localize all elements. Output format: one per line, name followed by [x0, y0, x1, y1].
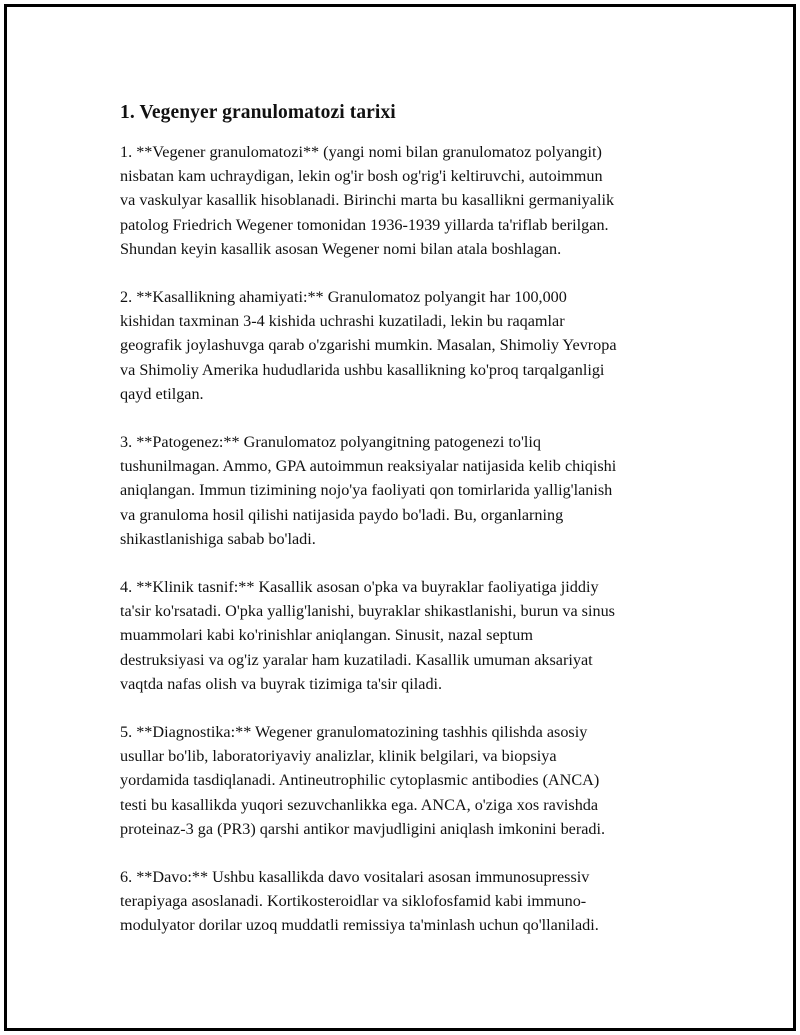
- page-frame: [4, 4, 796, 1031]
- paragraph-line: shikastlanishiga sabab bo'ladi.: [120, 529, 316, 548]
- paragraph-line: terapiyaga asoslanadi. Kortikosteroidlar va siklofosfamid kabi immuno-: [120, 892, 587, 911]
- document-title: 1. Vegenyer granulomatozi tarixi: [120, 102, 396, 123]
- paragraph-line: yordamida tasdiqlanadi. Antineutrophilic cytoplasmic antibodies (ANCA): [120, 771, 600, 790]
- paragraph-clinical: [120, 575, 700, 696]
- paragraph-treatment: [120, 865, 700, 938]
- paragraph-line: usullar bo'lib, laboratoriyaviy analizlar, klinik belgilari, va biopsiya: [120, 747, 557, 766]
- paragraph-diagnostics: [120, 720, 700, 841]
- paragraph-line: vaqtda nafas olish va buyrak tizimiga ta'sir qiladi.: [120, 674, 443, 693]
- paragraph-line: testi bu kasallikda yuqori sezuvchanlikka ega. ANCA, o'ziga xos ravishda: [120, 795, 599, 814]
- paragraph-line: nisbatan kam uchraydigan, lekin og'ir bosh og'rig'i keltiruvchi, autoimmun: [120, 167, 603, 186]
- paragraph-line: kishidan taxminan 3-4 kishida uchrashi kuzatiladi, lekin bu raqamlar: [120, 312, 565, 331]
- paragraph-line: 3. **Patogenez:** Granulomatoz polyangitning patogenezi to'liq: [120, 433, 541, 452]
- paragraph-significance: [120, 285, 700, 406]
- paragraph-line: va vaskulyar kasallik hisoblanadi. Birinchi marta bu kasallikni germaniyalik: [120, 191, 615, 210]
- paragraph-line: ta'sir ko'rsatadi. O'pka yallig'lanishi, buyraklar shikastlanishi, burun va sinus: [120, 602, 615, 621]
- paragraph-line: muammolari kabi ko'rinishlar aniqlangan. Sinusit, nazal septum: [120, 626, 533, 645]
- paragraph-line: Shundan keyin kasallik asosan Wegener nomi bilan atala boshlagan.: [120, 239, 562, 258]
- paragraph-line: 6. **Davo:** Ushbu kasallikda davo vositalari asosan immunosupressiv: [120, 868, 590, 887]
- paragraph-line: proteinaz-3 ga (PR3) qarshi antikor mavjudligini aniqlash imkonini beradi.: [120, 819, 606, 838]
- paragraph-line: qayd etilgan.: [120, 384, 204, 403]
- paragraph-line: 4. **Klinik tasnif:** Kasallik asosan o'pka va buyraklar faoliyatiga jiddiy: [120, 578, 599, 597]
- paragraph-line: tushunilmagan. Ammo, GPA autoimmun reaksiyalar natijasida kelib chiqishi: [120, 457, 617, 476]
- paragraph-line: geografik joylashuvga qarab o'zgarishi mumkin. Masalan, Shimoliy Yevropa: [120, 336, 617, 355]
- paragraph-line: 1. **Vegener granulomatozi** (yangi nomi bilan granulomatoz polyangit): [120, 143, 602, 161]
- paragraph-line: destruksiyasi va og'iz yaralar ham kuzatiladi. Kasallik umuman aksariyat: [120, 650, 593, 669]
- paragraph-line: 2. **Kasallikning ahamiyati:** Granulomatoz polyangit har 100,000: [120, 288, 567, 307]
- paragraph-pathogenesis: [120, 430, 700, 551]
- paragraph-line: modulyator dorilar uzoq muddatli remissiya ta'minlash uchun qo'llaniladi.: [120, 916, 599, 935]
- paragraph-line: va granuloma hosil qilishi natijasida paydo bo'ladi. Bu, organlarning: [120, 505, 564, 524]
- document-body: [120, 100, 700, 962]
- paragraph-line: patolog Friedrich Wegener tomonidan 1936-1939 yillarda ta'riflab berilgan.: [120, 215, 609, 234]
- paragraph-line: 5. **Diagnostika:** Wegener granulomatozining tashhis qilishda asosiy: [120, 723, 588, 742]
- paragraph-history: [120, 140, 700, 261]
- paragraph-line: va Shimoliy Amerika hududlarida ushbu kasallikning ko'proq tarqalganligi: [120, 360, 605, 379]
- paragraph-line: aniqlangan. Immun tizimining nojo'ya faoliyati qon tomirlarida yallig'lanish: [120, 481, 613, 500]
